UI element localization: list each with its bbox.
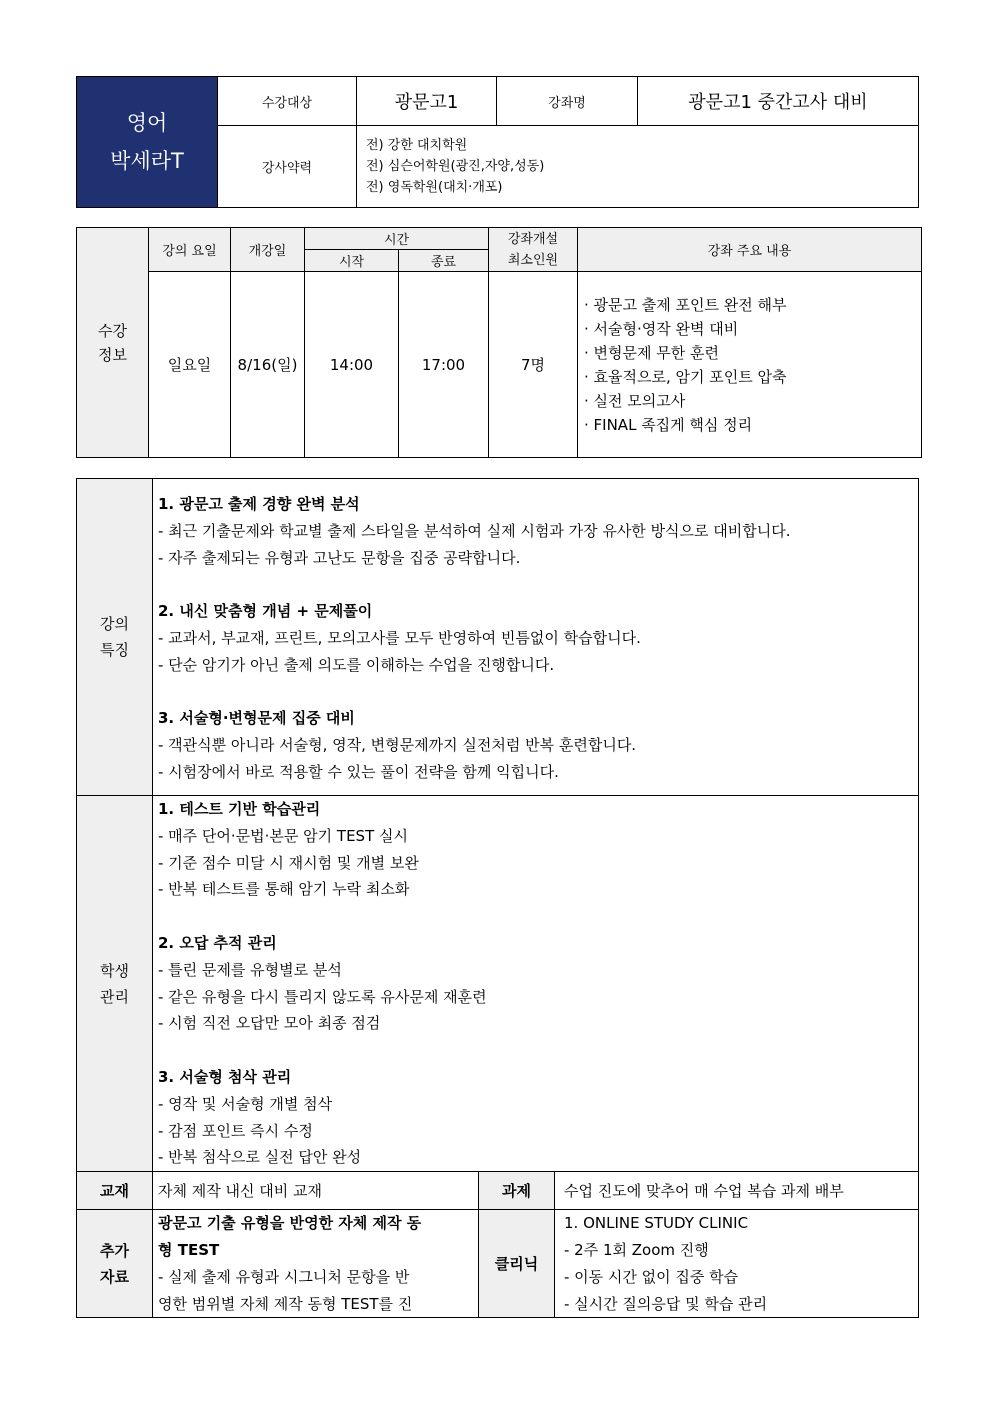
materials-label: 교재 [77,1172,153,1210]
schedule-section-label: 수강 정보 [77,228,149,458]
content-item: · 실전 모의고사 [584,391,686,410]
text-line: - 같은 유형을 다시 틀리지 않도록 유사문제 재훈련 [158,987,487,1006]
materials-value: 자체 제작 내신 대비 교재 [153,1172,479,1210]
management-content [153,796,919,1172]
spacer-line [158,1037,914,1064]
target-label: 수강대상 [218,77,357,126]
extra-content [153,1210,479,1318]
spacer-line [158,679,914,706]
spacer-line [158,903,914,930]
col-min: 강좌개설 최소인원 [489,228,578,272]
col-open: 개강일 [231,228,305,272]
management-label: 학생 관리 [77,796,153,1172]
min-people-value: 7명 [489,272,578,458]
section-heading: 3. 서술형·변형문제 집중 대비 [158,709,355,728]
text-line: - 반복 테스트를 통해 암기 누락 최소화 [158,880,410,899]
text-line: - 영작 및 서술형 개별 첨삭 [158,1094,333,1113]
career-item: 전) 심슨어학원(광진,자양,성동) [366,159,545,174]
career-label: 강사약력 [218,126,357,208]
col-day: 강의 요일 [149,228,231,272]
career-item: 전) 영독학원(대치·개포) [366,180,503,195]
col-content: 강좌 주요 내용 [578,228,922,272]
target-value: 광문고1 [357,77,497,126]
col-start: 시작 [305,250,399,272]
content-list [578,272,922,458]
text-line: - 단순 암기가 아닌 출제 의도를 이해하는 수업을 진행합니다. [158,655,555,674]
career-list [357,126,919,208]
clinic-label: 클리닉 [479,1210,555,1318]
subject-teacher-cell [77,77,218,208]
spacer-line [158,571,914,598]
clinic-line: - 실시간 질의응답 및 학습 관리 [564,1294,768,1313]
text-line: - 매주 단어·문법·본문 암기 TEST 실시 [158,826,408,845]
header-table [76,76,919,208]
col-time: 시간 [305,228,489,250]
text-line: - 객관식뿐 아니라 서술형, 영작, 변형문제까지 실전처럼 반복 훈련합니다. [158,736,637,755]
section-heading: 3. 서술형 첨삭 관리 [158,1067,292,1086]
content-item: · 광문고 출제 포인트 완전 해부 [584,295,787,314]
management-lines [158,796,914,1171]
text-line: - 시험장에서 바로 적용할 수 있는 풀이 전략을 함께 익힙니다. [158,762,559,781]
text-line: - 반복 첨삭으로 실전 답안 완성 [158,1148,362,1167]
section-heading: 형 TEST [158,1240,220,1259]
text-line: - 감점 포인트 즉시 수정 [158,1121,313,1140]
text-line: - 자주 출제되는 유형과 고난도 문항을 집중 공략합니다. [158,548,521,567]
course-value: 광문고1 중간고사 대비 [638,77,919,126]
col-end: 종료 [399,250,489,272]
section-heading: 1. 테스트 기반 학습관리 [158,800,321,818]
text-line: - 시험 직전 오답만 모아 최종 점검 [158,1014,381,1033]
features-label: 강의 특징 [77,479,153,796]
content-item: · FINAL 족집게 핵심 정리 [584,415,753,434]
text-line: 영한 범위별 자체 제작 동형 TEST를 진 [158,1294,413,1313]
start-time-value: 14:00 [305,272,399,458]
text-line: - 실제 출제 유형과 시그니처 문항을 반 [158,1267,410,1286]
open-date-value: 8/16(일) [231,272,305,458]
extra-lines [158,1210,474,1317]
content-item: · 서술형·영작 완벽 대비 [584,319,739,338]
clinic-line: 1. ONLINE STUDY CLINIC [564,1214,749,1233]
features-lines [158,491,914,786]
teacher-name: 박세라T [110,149,184,173]
text-line: - 교과서, 부교재, 프린트, 모의고사를 모두 반영하여 빈틈없이 학습합니다. [158,628,641,647]
subject-label: 영어 [126,111,168,135]
section-heading: 2. 내신 맞춤형 개념 + 문제풀이 [158,602,373,621]
homework-label: 과제 [479,1172,555,1210]
detail-table [76,478,919,1318]
section-heading: 2. 오답 추적 관리 [158,933,277,952]
clinic-line: - 이동 시간 없이 집중 학습 [564,1267,739,1286]
content-item: · 변형문제 무한 훈련 [584,343,719,362]
content-item: · 효율적으로, 암기 포인트 압축 [584,367,787,386]
course-label: 강좌명 [497,77,638,126]
clinic-content [555,1210,919,1318]
features-content [153,479,919,796]
homework-value: 수업 진도에 맞추어 매 수업 복습 과제 배부 [555,1172,919,1210]
text-line: - 최근 기출문제와 학교별 출제 스타일을 분석하여 실제 시험과 가장 유사한 방식으로 대비합니다. [158,521,791,540]
end-time-value: 17:00 [399,272,489,458]
section-heading: 1. 광문고 출제 경향 완벽 분석 [158,495,360,513]
text-line: - 기준 점수 미달 시 재시험 및 개별 보완 [158,853,419,872]
schedule-table [76,227,922,458]
career-item: 전) 강한 대치학원 [366,138,468,153]
day-value: 일요일 [149,272,231,458]
extra-label: 추가 자료 [77,1210,153,1318]
text-line: - 틀린 문제를 유형별로 분석 [158,960,342,979]
section-heading: 광문고 기출 유형을 반영한 자체 제작 동 [158,1214,422,1233]
clinic-line: - 2주 1회 Zoom 진행 [564,1240,709,1259]
